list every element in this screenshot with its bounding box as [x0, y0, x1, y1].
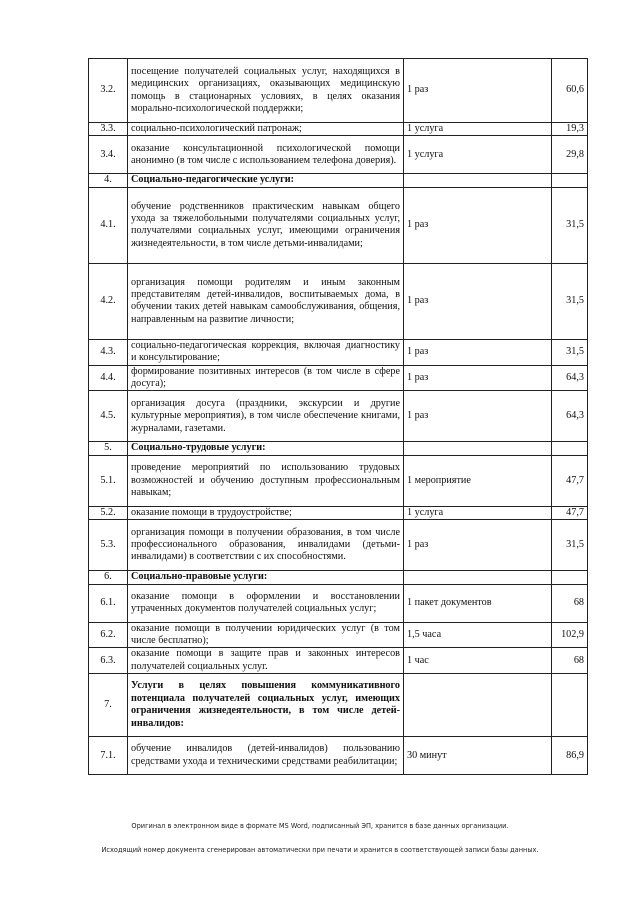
service-unit — [404, 571, 552, 584]
service-description: Услуги в целях повышения коммуникативного потенциала получателей социальных услуг, имеющих ограничения жизнедеятельности, в том числе детей-инвалидов: — [128, 674, 404, 737]
service-price — [552, 174, 588, 187]
table-row — [89, 737, 588, 775]
table-row — [89, 506, 588, 519]
table-row — [89, 648, 588, 674]
service-unit: 1 раз — [404, 187, 552, 263]
service-description: оказание помощи в оформлении и восстановлении утраченных документов получателей социальных услуг; — [128, 584, 404, 622]
row-number: 6.3. — [89, 648, 128, 674]
service-description: Социально-педагогические услуги: — [128, 174, 404, 187]
row-number: 4. — [89, 174, 128, 187]
table-row — [89, 136, 588, 174]
service-unit: 1 услуга — [404, 136, 552, 174]
row-number: 6.2. — [89, 622, 128, 648]
service-price: 86,9 — [552, 737, 588, 775]
service-unit: 1 услуга — [404, 123, 552, 136]
service-unit — [404, 674, 552, 737]
services-price-table — [88, 58, 588, 775]
service-unit: 1 раз — [404, 391, 552, 442]
service-description: оказание консультационной психологической помощи анонимно (в том числе с использованием телефона доверия). — [128, 136, 404, 174]
table-row — [89, 622, 588, 648]
service-unit: 1 пакет документов — [404, 584, 552, 622]
service-price: 47,7 — [552, 506, 588, 519]
service-description: организация помощи в получении образования, в том числе профессионального образования, инвалидами (детьми-инвалидами) в соответствии с их способностями. — [128, 520, 404, 571]
service-unit: 1 раз — [404, 520, 552, 571]
row-number: 4.4. — [89, 365, 128, 391]
section-row — [89, 571, 588, 584]
row-number: 5.2. — [89, 506, 128, 519]
service-unit: 1 раз — [404, 365, 552, 391]
service-price: 19,3 — [552, 123, 588, 136]
row-number: 3.2. — [89, 59, 128, 123]
service-description: оказание помощи в трудоустройстве; — [128, 506, 404, 519]
row-number: 7. — [89, 674, 128, 737]
section-row — [89, 674, 588, 737]
service-unit: 1 раз — [404, 339, 552, 365]
row-number: 3.3. — [89, 123, 128, 136]
row-number: 4.2. — [89, 263, 128, 339]
row-number: 7.1. — [89, 737, 128, 775]
service-description: Социально-трудовые услуги: — [128, 442, 404, 455]
table-row — [89, 584, 588, 622]
service-description: обучение инвалидов (детей-инвалидов) пользованию средствами ухода и техническими средствами реабилитации; — [128, 737, 404, 775]
service-description: организация досуга (праздники, экскурсии и другие культурные мероприятия), в том числе обеспечение книгами, журналами, газетами. — [128, 391, 404, 442]
table-row — [89, 455, 588, 506]
service-description: Социально-правовые услуги: — [128, 571, 404, 584]
service-price: 31,5 — [552, 263, 588, 339]
services-table-body — [89, 59, 588, 775]
service-unit: 1 услуга — [404, 506, 552, 519]
service-description: посещение получателей социальных услуг, находящихся в медицинских организациях, оказывающих медицинскую помощь в стационарных условиях, в целях оказания морально-психологической поддержки; — [128, 59, 404, 123]
footer-original-note: Оригинал в электронном виде в формате MS Word, подписанный ЭП, хранится в базе данных организации. — [131, 822, 509, 830]
service-unit: 1 час — [404, 648, 552, 674]
service-description: организация помощи родителям и иным законным представителям детей-инвалидов, воспитываемых дома, в обучении таких детей навыкам самообслуживания, общения, направленным на развитие личности; — [128, 263, 404, 339]
service-unit: 1 раз — [404, 59, 552, 123]
service-price: 60,6 — [552, 59, 588, 123]
table-row — [89, 391, 588, 442]
table-row — [89, 365, 588, 391]
row-number: 4.5. — [89, 391, 128, 442]
service-unit: 1 мероприятие — [404, 455, 552, 506]
table-row — [89, 187, 588, 263]
service-unit: 1,5 часа — [404, 622, 552, 648]
row-number: 5.3. — [89, 520, 128, 571]
section-row — [89, 174, 588, 187]
row-number: 6. — [89, 571, 128, 584]
service-unit — [404, 174, 552, 187]
service-description: оказание помощи в защите прав и законных интересов получателей социальных услуг. — [128, 648, 404, 674]
service-price: 64,3 — [552, 365, 588, 391]
table-row — [89, 520, 588, 571]
service-description: обучение родственников практическим навыкам общего ухода за тяжелобольными получателями социальных услуг, получателями социальных услуг, имеющими ограничения жизнедеятельности, в том числе детьми-инвалидами; — [128, 187, 404, 263]
service-price: 29,8 — [552, 136, 588, 174]
service-price — [552, 571, 588, 584]
row-number: 5.1. — [89, 455, 128, 506]
service-price: 68 — [552, 648, 588, 674]
row-number: 3.4. — [89, 136, 128, 174]
service-price — [552, 674, 588, 737]
service-description: проведение мероприятий по использованию трудовых возможностей и обучению доступным профессиональным навыкам; — [128, 455, 404, 506]
table-row — [89, 59, 588, 123]
service-price: 47,7 — [552, 455, 588, 506]
service-price: 31,5 — [552, 187, 588, 263]
service-price — [552, 442, 588, 455]
row-number: 6.1. — [89, 584, 128, 622]
service-description: социально-психологический патронаж; — [128, 123, 404, 136]
service-description: формирование позитивных интересов (в том числе в сфере досуга); — [128, 365, 404, 391]
service-unit: 1 раз — [404, 263, 552, 339]
service-unit — [404, 442, 552, 455]
service-price: 102,9 — [552, 622, 588, 648]
row-number: 5. — [89, 442, 128, 455]
service-description: оказание помощи в получении юридических услуг (в том числе бесплатно); — [128, 622, 404, 648]
service-unit: 30 минут — [404, 737, 552, 775]
service-price: 64,3 — [552, 391, 588, 442]
table-row — [89, 339, 588, 365]
footer-number-note: Исходящий номер документа сгенерирован автоматически при печати и хранится в соответствующей записи базы данных. — [101, 846, 539, 854]
section-row — [89, 442, 588, 455]
service-price: 31,5 — [552, 520, 588, 571]
row-number: 4.3. — [89, 339, 128, 365]
table-row — [89, 263, 588, 339]
service-price: 31,5 — [552, 339, 588, 365]
service-price: 68 — [552, 584, 588, 622]
table-row — [89, 123, 588, 136]
service-description: социально-педагогическая коррекция, включая диагностику и консультирование; — [128, 339, 404, 365]
row-number: 4.1. — [89, 187, 128, 263]
